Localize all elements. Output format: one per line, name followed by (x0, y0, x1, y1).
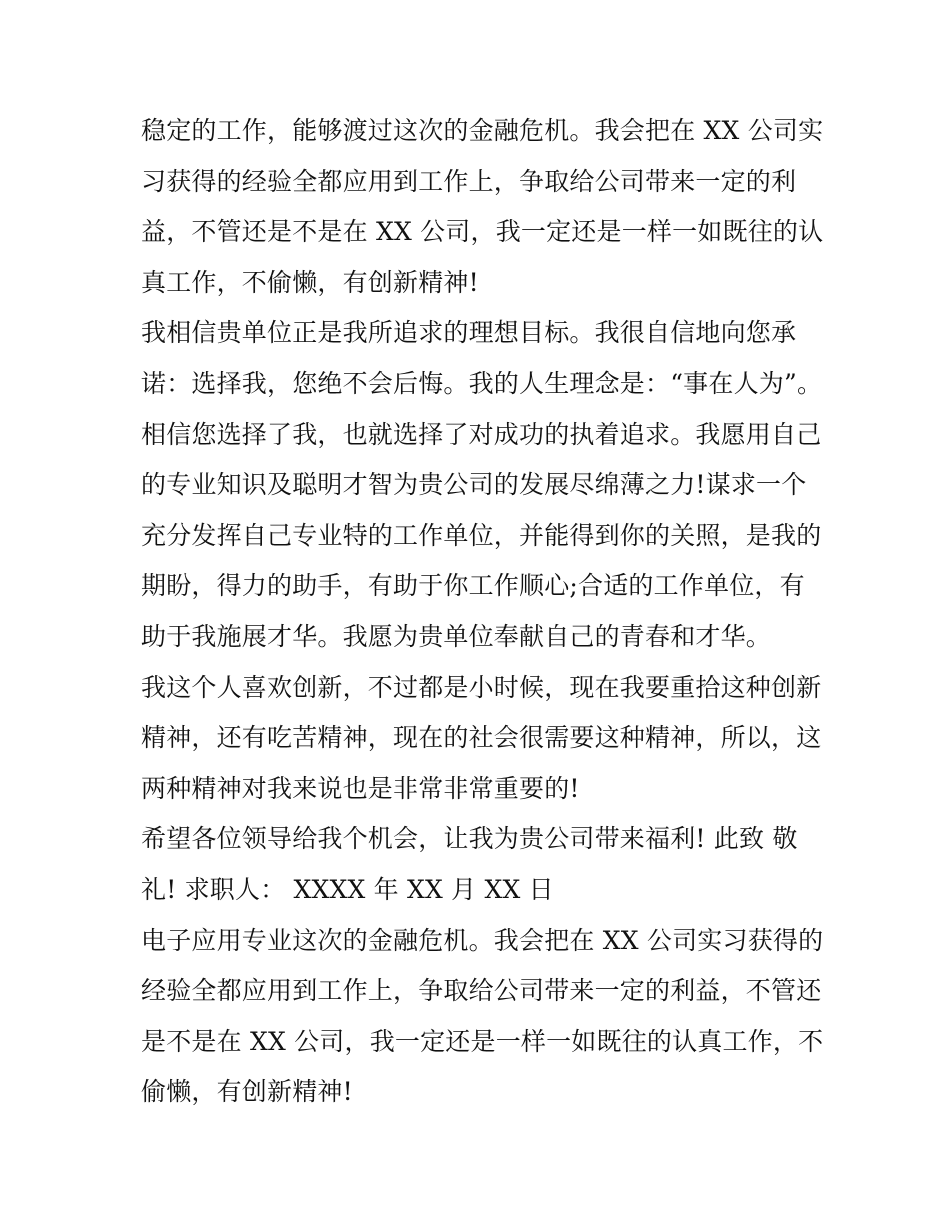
text-line: 的专业知识及聪明才智为贵公司的发展尽绵薄之力!谋求一个 (141, 470, 807, 500)
text-line: 精神，还有吃苦精神，现在的社会很需要这种精神，所以，这 (141, 723, 822, 753)
text-line: 期盼，得力的助手，有助于你工作顺心;合适的工作单位，有 (141, 571, 805, 601)
text-line: 偷懒，有创新精神! (141, 1077, 353, 1107)
text-line: 经验全都应用到工作上，争取给公司带来一定的利益，不管还 (141, 976, 822, 1006)
text-line: 我相信贵单位正是我所追求的理想目标。我很自信地向您承 (141, 318, 797, 348)
text-line: 益，不管还是不是在 XX 公司，我一定还是一样一如既往的认 (141, 217, 824, 247)
signature-line: 礼! 求职人： XXXX 年 XX 月 XX 日 (141, 874, 554, 904)
text-line: 稳定的工作，能够渡过这次的金融危机。我会把在 XX 公司实 (141, 116, 824, 145)
text-line: 诺：选择我，您绝不会后悔。我的人生理念是：“事在人为”。 (141, 368, 823, 398)
text-line: 真工作，不偷懒，有创新精神! (141, 267, 479, 297)
text-line: 是不是在 XX 公司，我一定还是一样一如既往的认真工作，不 (141, 1026, 824, 1056)
text-line: 充分发挥自己专业特的工作单位，并能得到你的关照，是我的 (141, 520, 822, 550)
text-line: 习获得的经验全都应用到工作上，争取给公司带来一定的利 (141, 166, 797, 196)
text-line: 希望各位领导给我个机会，让我为贵公司带来福利! 此致 敬 (141, 824, 798, 854)
text-line: 两种精神对我来说也是非常非常重要的! (141, 773, 580, 803)
text-line: 助于我施展才华。我愿为贵单位奉献自己的青春和才华。 (141, 621, 772, 651)
text-line: 电子应用专业这次的金融危机。我会把在 XX 公司实习获得的 (141, 925, 824, 955)
body-text (141, 106, 824, 1118)
text-line: 相信您选择了我，也就选择了对成功的执着追求。我愿用自己 (141, 419, 822, 449)
text-line: 我这个人喜欢创新，不过都是小时候，现在我要重拾这种创新 (141, 672, 822, 702)
